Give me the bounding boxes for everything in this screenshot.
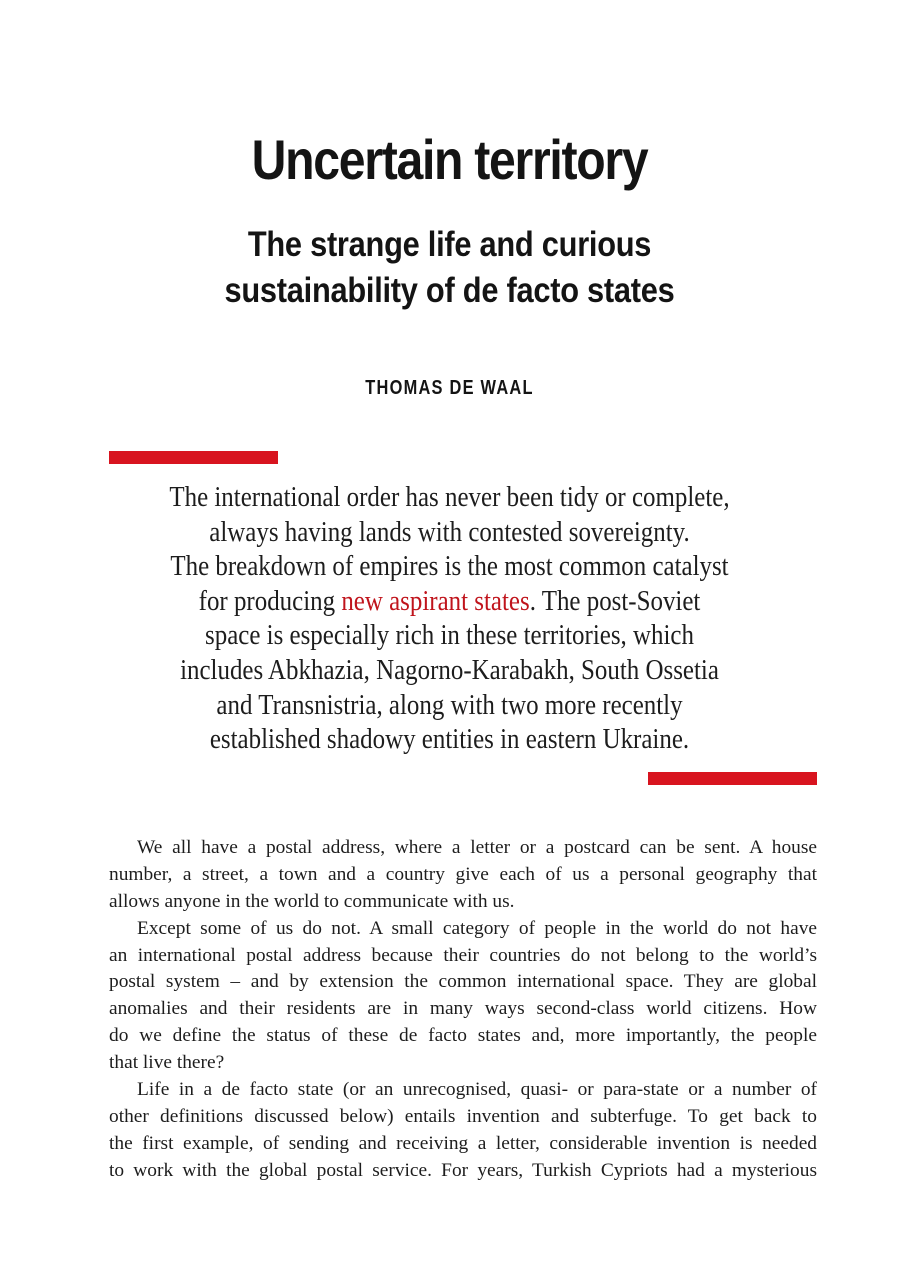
body-line: Life in a de facto state (or an unrecognised, quasi- or para-state or a number of <box>137 1079 817 1101</box>
pullquote-line: always having lands with contested sovereignty. <box>209 515 690 548</box>
body-line: postal system – and by extension the common international space. They are global <box>109 971 817 993</box>
pullquote-line <box>115 584 785 619</box>
body-line: do we define the status of these de facto states and, more importantly, the people <box>109 1025 817 1047</box>
pullquote-line: The international order has never been tidy or complete, <box>169 481 730 513</box>
pullquote-line: and Transnistria, along with two more recently <box>216 688 683 721</box>
subtitle-line: sustainability of de facto states <box>224 271 675 310</box>
pullquote-highlight: new aspirant states <box>341 584 530 617</box>
article-title: Uncertain territory <box>251 128 648 191</box>
pullquote-line: includes Abkhazia, Nagorno-Karabakh, South Ossetia <box>180 653 719 686</box>
body-line: an international postal address because their countries do not belong to the world’s <box>109 944 817 966</box>
body-line: We all have a postal address, where a letter or a postcard can be sent. A house <box>137 837 817 858</box>
pullquote-bottom-rule <box>648 772 817 785</box>
body-line: to work with the global postal service. For years, Turkish Cypriots had a mysterious <box>109 1159 817 1181</box>
subtitle-line: The strange life and curious <box>247 225 652 264</box>
body-line: Except some of us do not. A small category of people in the world do not have <box>137 917 817 939</box>
body-line: anomalies and their residents are in many ways second-class world citizens. How <box>109 998 817 1020</box>
body-text <box>109 835 817 1185</box>
pullquote-text: . The post-Soviet <box>529 584 701 617</box>
body-line: other definitions discussed below) entails invention and subterfuge. To get back to <box>109 1105 817 1127</box>
article-subtitle <box>54 222 845 314</box>
author-byline: THOMAS DE WAAL <box>365 377 534 399</box>
pullquote-line: The breakdown of empires is the most common catalyst <box>170 550 729 583</box>
body-line: the first example, of sending and receiving a letter, considerable invention is needed <box>109 1132 817 1154</box>
body-line: that live there? <box>109 1052 225 1074</box>
pullquote-text: for producing <box>198 584 342 617</box>
body-line: allows anyone in the world to communicate with us. <box>109 890 515 912</box>
pullquote-line: established shadowy entities in eastern Ukraine. <box>209 723 690 756</box>
body-line: number, a street, a town and a country give each of us a personal geography that <box>109 863 817 885</box>
pullquote <box>115 480 785 757</box>
pullquote-line: space is especially rich in these territories, which <box>205 619 694 652</box>
pullquote-top-rule <box>109 451 278 464</box>
